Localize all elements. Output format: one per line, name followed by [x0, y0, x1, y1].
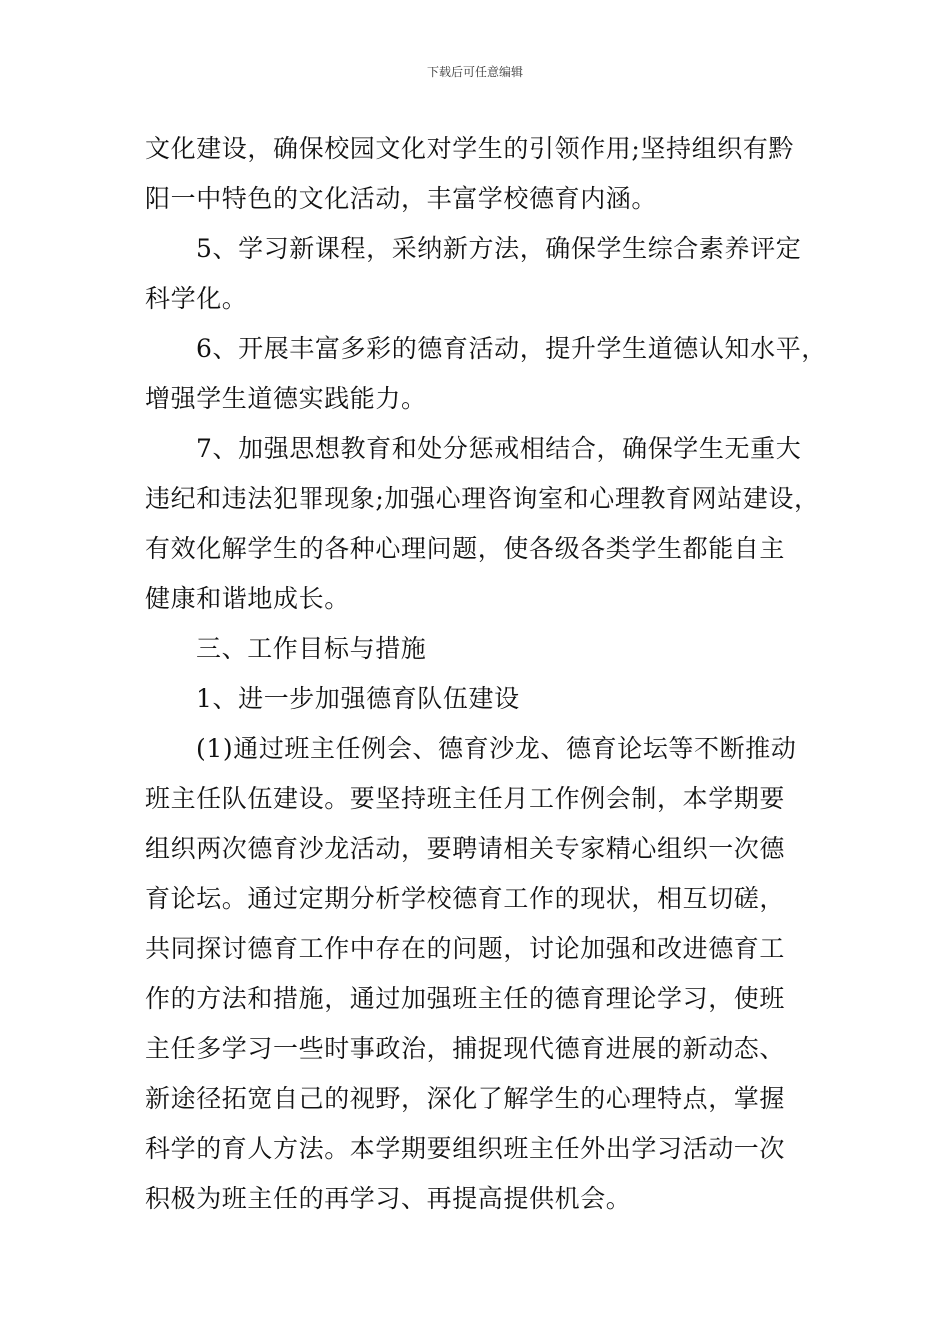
subsection-heading: 1、进一步加强德育队伍建设: [196, 684, 520, 713]
text-line-9: 有效化解学生的各种心理问题，使各级各类学生都能自主: [145, 534, 786, 563]
text-line-7: 7、加强思想教育和处分惩戒相结合，确保学生无重大: [196, 434, 802, 463]
text-line-15: 组织两次德育沙龙活动，要聘请相关专家精心组织一次德: [145, 834, 786, 863]
text-line-14: 班主任队伍建设。要坚持班主任月工作例会制，本学期要: [145, 784, 786, 813]
text-line-1: 文化建设，确保校园文化对学生的引领作用;坚持组织有黔: [145, 134, 795, 163]
text-line-8: 违纪和违法犯罪现象;加强心理咨询室和心理教育网站建设，: [145, 484, 820, 513]
page-header-note: 下载后可任意编辑: [426, 65, 523, 79]
text-line-16: 育论坛。通过定期分析学校德育工作的现状，相互切磋，: [145, 884, 786, 913]
text-line-4: 科学化。: [145, 284, 248, 313]
text-line-18: 作的方法和措施，通过加强班主任的德育理论学习，使班: [145, 984, 786, 1013]
text-line-6: 增强学生道德实践能力。: [145, 384, 427, 413]
text-line-2: 阳一中特色的文化活动，丰富学校德育内涵。: [145, 184, 658, 213]
text-line-19: 主任多学习一些时事政治，捕捉现代德育进展的新动态、: [145, 1034, 786, 1063]
text-line-5: 6、开展丰富多彩的德育活动，提升学生道德认知水平，: [196, 334, 827, 363]
text-line-3: 5、学习新课程，采纳新方法，确保学生综合素养评定: [196, 234, 802, 263]
text-line-13: (1)通过班主任例会、德育沙龙、德育论坛等不断推动: [196, 734, 797, 763]
section-heading: 三、工作目标与措施: [196, 634, 427, 663]
text-line-22: 积极为班主任的再学习、再提高提供机会。: [145, 1184, 632, 1213]
text-line-17: 共同探讨德育工作中存在的问题，讨论加强和改进德育工: [145, 934, 786, 963]
text-line-20: 新途径拓宽自己的视野，深化了解学生的心理特点，掌握: [145, 1084, 786, 1113]
document-body: [145, 124, 827, 1224]
text-line-21: 科学的育人方法。本学期要组织班主任外出学习活动一次: [145, 1134, 786, 1163]
text-line-10: 健康和谐地成长。: [145, 584, 350, 613]
